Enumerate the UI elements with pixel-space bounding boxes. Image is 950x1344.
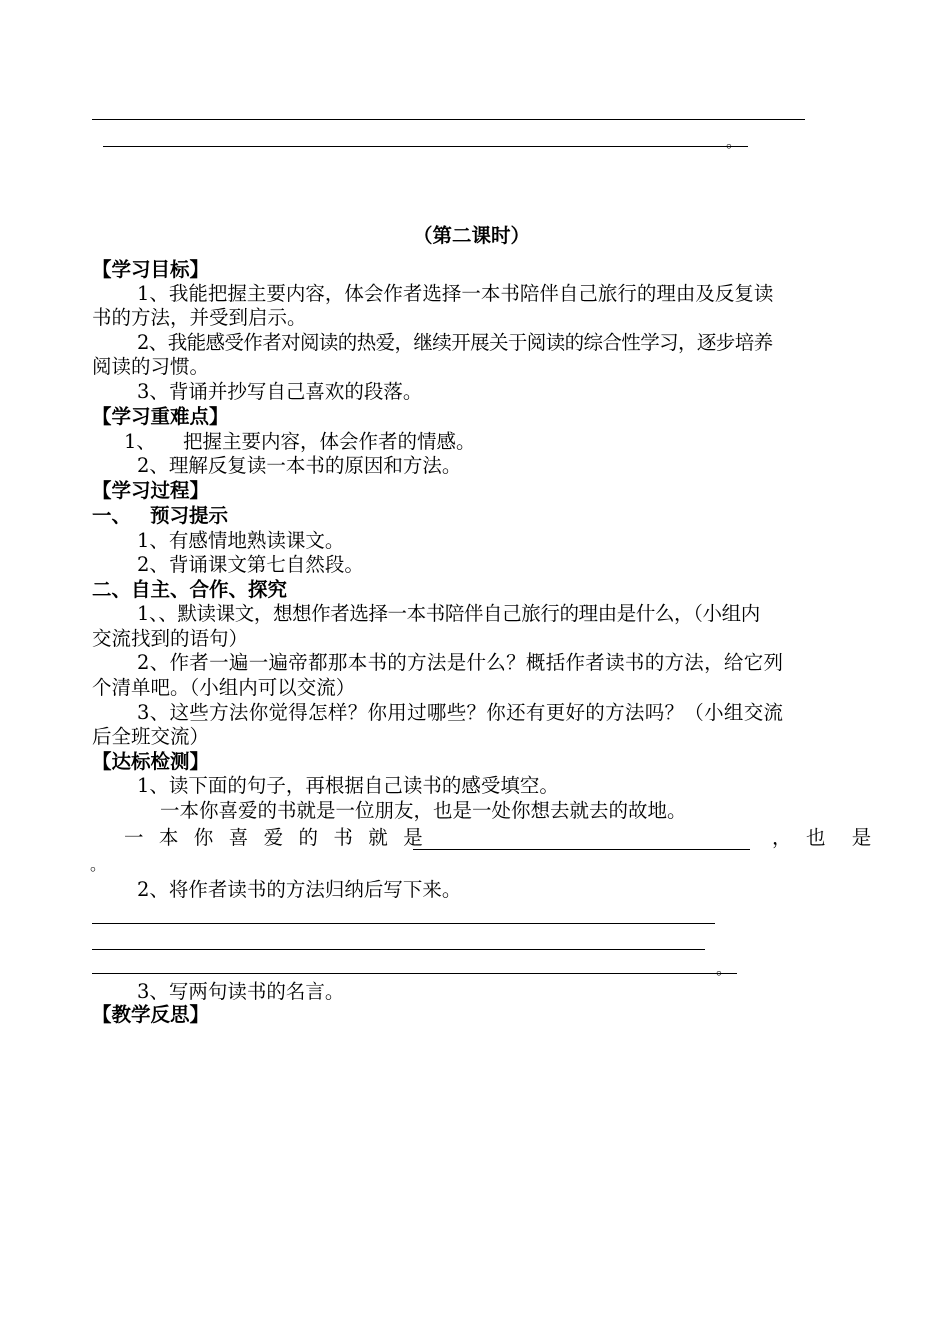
answer-line[interactable]: [92, 923, 715, 924]
fill-prefix: 一 本 你 喜 爱 的 书 就 是: [124, 826, 428, 849]
quote-sentence: 一本你喜爱的书就是一位朋友，也是一处你想去就去的故地。: [160, 799, 687, 822]
process-item-cont: 交流找到的语句）: [92, 627, 249, 650]
process-item-cont: 后全班交流）: [92, 725, 210, 748]
section-heading-keypoints: 【学习重难点】: [92, 405, 229, 428]
process-item: 3、这些方法你觉得怎样？你用过哪些？你还有更好的方法吗？（小组交流: [137, 701, 784, 724]
fill-comma: ，: [772, 826, 792, 849]
check-item: 2、将作者读书的方法归纳后写下来。: [137, 878, 462, 901]
goal-item-cont: 书的方法，并受到启示。: [92, 306, 307, 329]
keypoint-number: 1、: [124, 430, 156, 453]
fill-end-period: 。: [90, 855, 107, 874]
line-end-period: 。: [726, 132, 743, 151]
answer-line: [103, 146, 748, 147]
part-number: 一、: [92, 504, 132, 527]
section-heading-goals: 【学习目标】: [92, 258, 210, 281]
goal-item: 1、我能把握主要内容，体会作者选择一本书陪伴自己旅行的理由及反复读: [137, 282, 774, 305]
answer-line[interactable]: [92, 973, 737, 974]
part-title: 预习提示: [150, 504, 229, 527]
process-item: 2、背诵课文第七自然段。: [137, 553, 364, 576]
section-heading-process: 【学习过程】: [92, 479, 210, 502]
keypoint-item: 2、理解反复读一本书的原因和方法。: [137, 454, 462, 477]
answer-line[interactable]: [92, 949, 705, 950]
fill-blank-line[interactable]: [413, 849, 750, 850]
process-item: 2、作者一遍一遍帝都那本书的方法是什么？概括作者读书的方法，给它列: [137, 651, 784, 674]
check-item: 1、读下面的句子，再根据自己读书的感受填空。: [137, 774, 559, 797]
section-heading-check: 【达标检测】: [92, 750, 210, 773]
line-end-period: 。: [716, 959, 733, 978]
section-heading-reflection: 【教学反思】: [92, 1003, 210, 1026]
page-title: （第二课时）: [413, 224, 531, 247]
goal-item: 3、背诵并抄写自己喜欢的段落。: [137, 380, 423, 403]
goal-item: 2、我能感受作者对阅读的热爱，继续开展关于阅读的综合性学习，逐步培养: [137, 331, 773, 354]
keypoint-item: 把握主要内容，体会作者的情感。: [183, 430, 476, 453]
process-item-cont: 个清单吧。（小组内可以交流）: [92, 676, 356, 699]
answer-line: [92, 119, 805, 120]
check-item: 3、写两句读书的名言。: [137, 980, 345, 1003]
process-item: 1、有感情地熟读课文。: [137, 529, 345, 552]
fill-suffix: 也 是: [806, 826, 882, 849]
part-title: 二、自主、合作、探究: [92, 578, 288, 601]
goal-item-cont: 阅读的习惯。: [92, 355, 210, 378]
process-item: 1、、默读课文，想想作者选择一本书陪伴自己旅行的理由是什么，（小组内: [137, 602, 760, 625]
